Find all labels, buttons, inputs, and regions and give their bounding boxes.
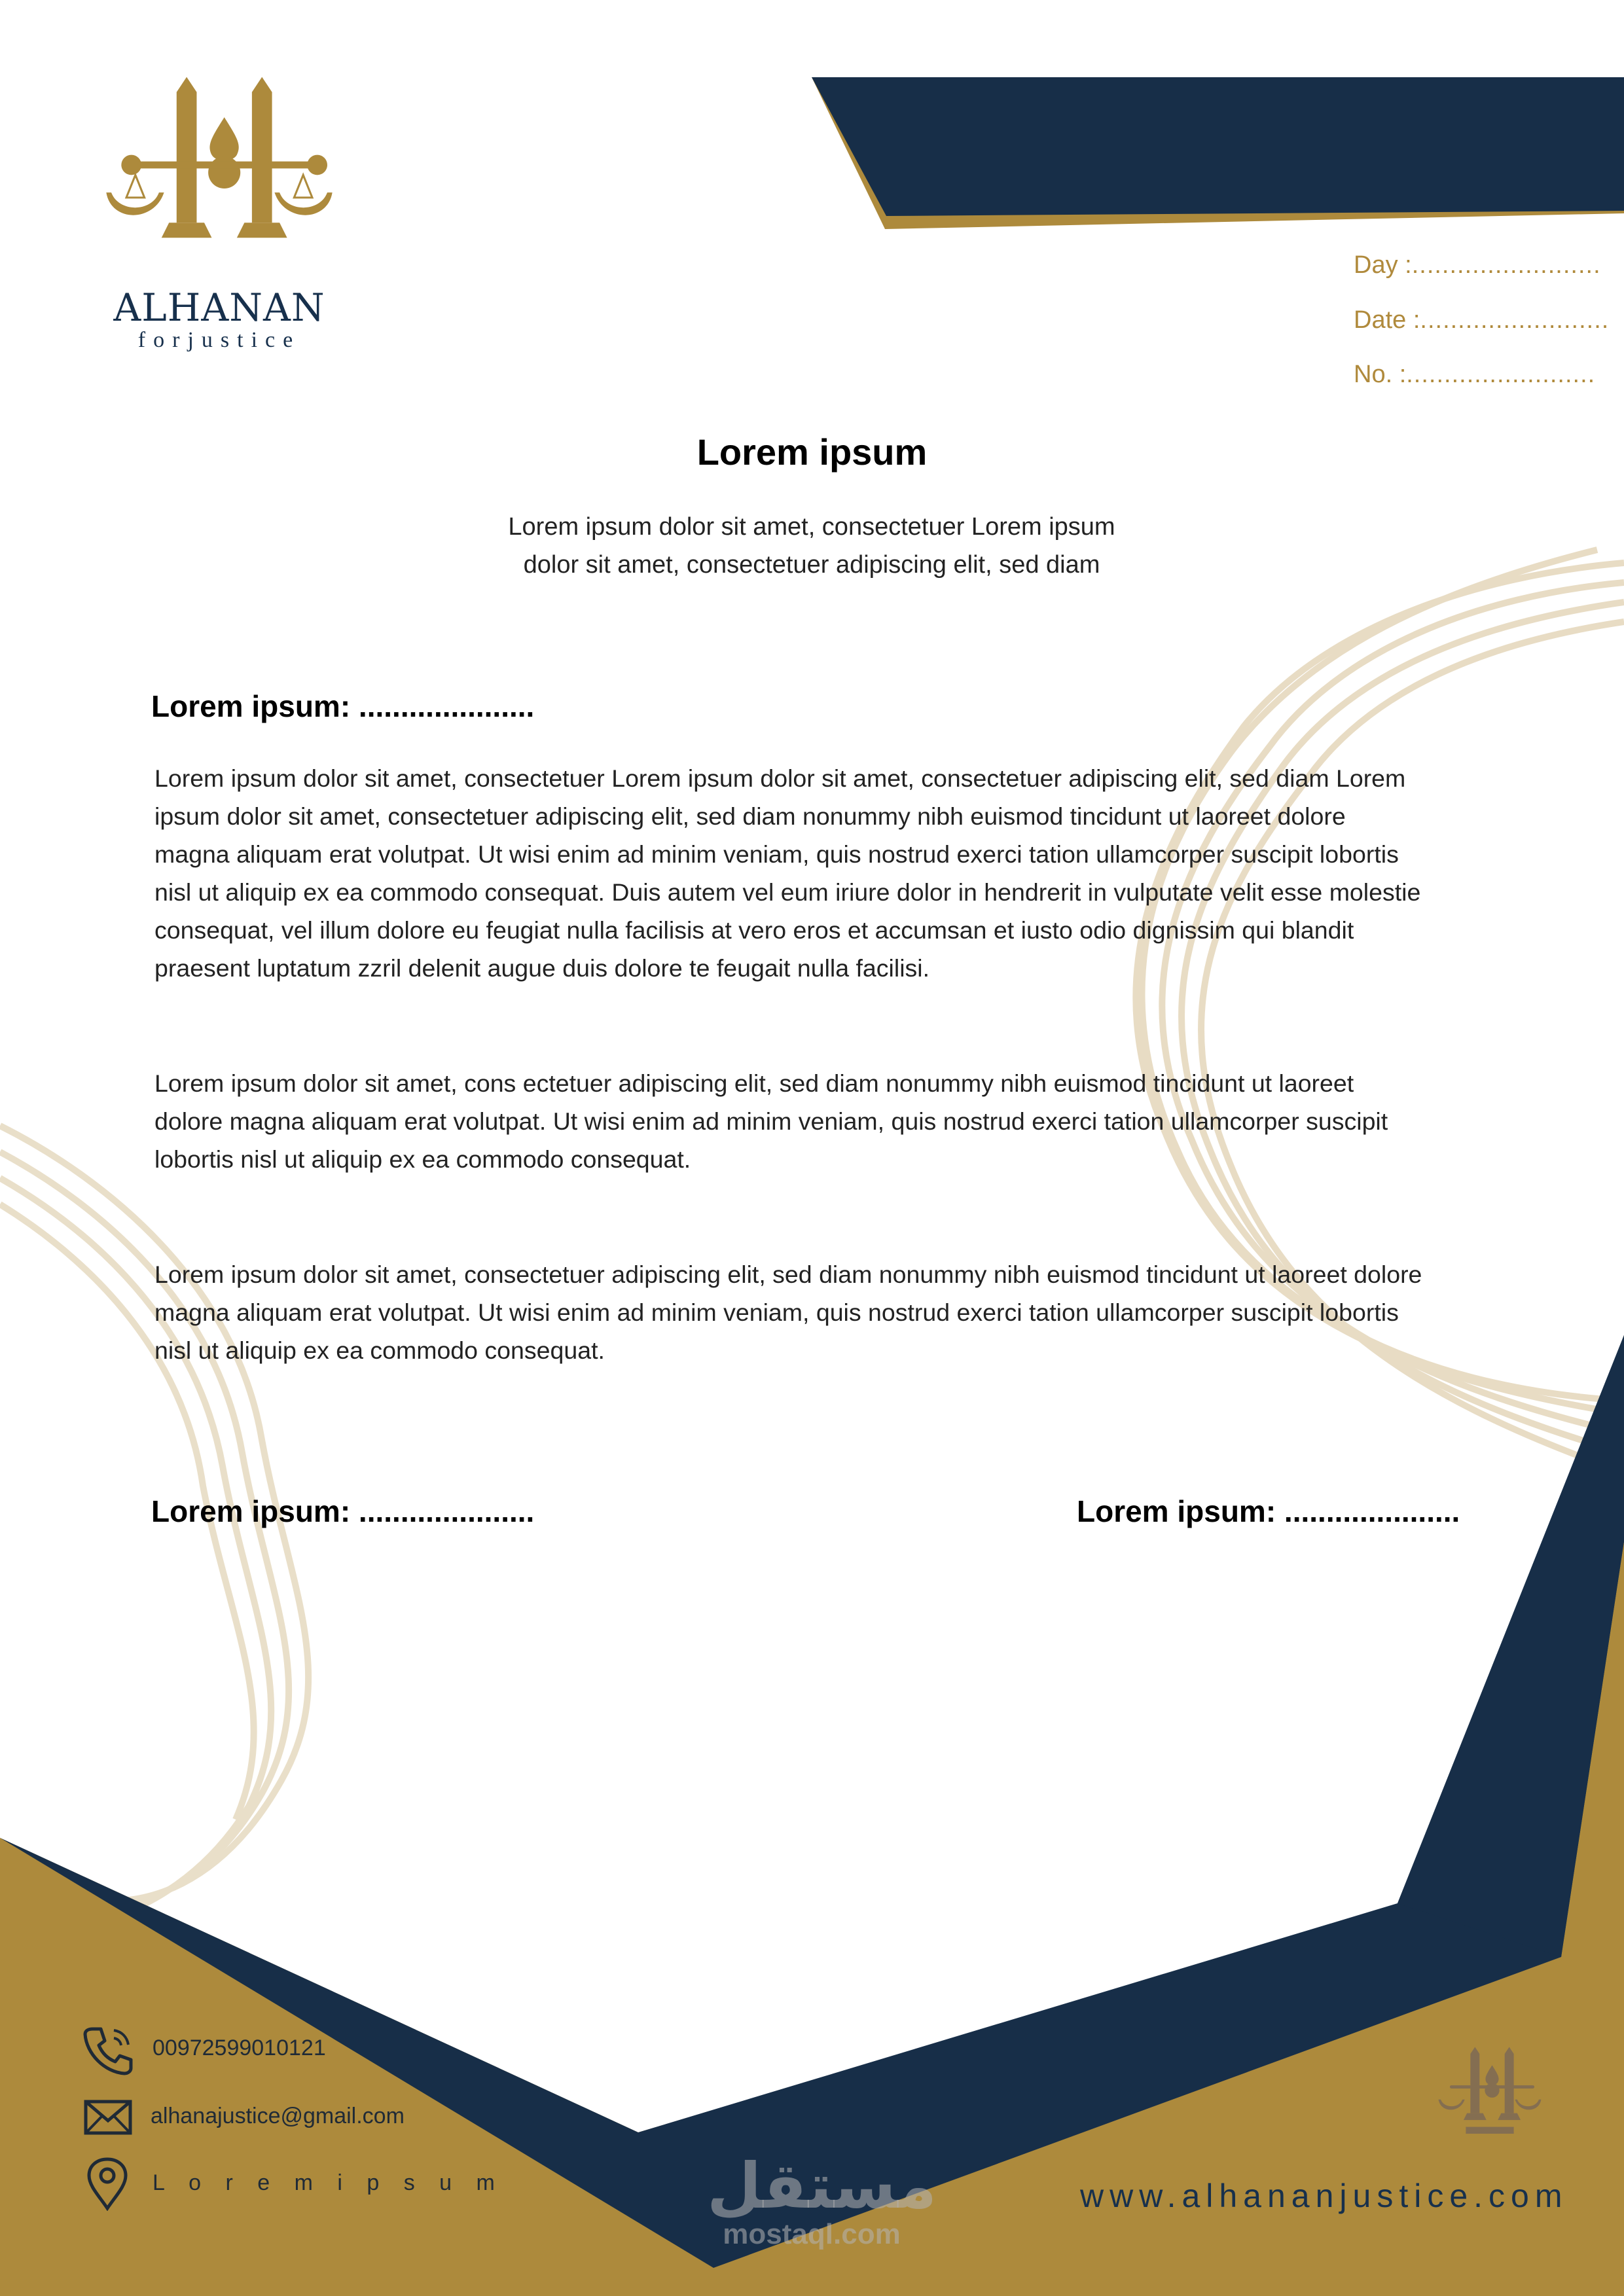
watermark-latin: mostaql.com xyxy=(723,2218,901,2250)
subtitle-line: dolor sit amet, consectetuer adipiscing elit, sed diam xyxy=(523,551,1100,579)
paragraph-line: Lorem ipsum dolor sit amet, cons ectetuer adipiscing elit, sed diam nonummy nibh euismod tincidunt ut laoreet xyxy=(154,1069,1354,1097)
body-paragraph-2 xyxy=(154,1064,1464,1178)
signature-label-right: Lorem ipsum: ..................... xyxy=(1077,1494,1460,1528)
mail-icon xyxy=(84,2100,132,2135)
field-label: Lorem ipsum: ..................... xyxy=(151,689,535,723)
phone-icon xyxy=(81,2024,134,2076)
document-title: Lorem ipsum xyxy=(696,431,928,473)
paragraph-line: magna aliquam erat volutpat. Ut wisi enim ad minim veniam, quis nostrud exerci tation ullamcorper suscipit lobortis xyxy=(154,840,1399,868)
document-subtitle xyxy=(484,508,1139,584)
date-label: Date : xyxy=(1354,306,1420,334)
location-pin-icon xyxy=(86,2157,128,2211)
header-navy-banner xyxy=(812,77,1624,216)
phone-number: 00972599010121 xyxy=(153,2036,326,2060)
number-field xyxy=(1354,361,1595,389)
address-text: L o r e m i p s u m xyxy=(153,2170,504,2195)
paragraph-line: lobortis nisl ut aliquip ex ea commodo consequat. xyxy=(154,1145,691,1173)
date-field xyxy=(1354,306,1609,334)
footer-logo-icon xyxy=(1437,2045,1542,2143)
day-label: Day : xyxy=(1354,251,1412,279)
paragraph-line: dolore magna aliquam erat volutpat. Ut wisi enim ad minim veniam, quis nostrud exerci tation ullamcorper suscipit xyxy=(154,1107,1388,1135)
email-address: alhanajustice@gmail.com xyxy=(151,2104,405,2128)
signature-label-left: Lorem ipsum: ..................... xyxy=(151,1494,535,1528)
website-url: www.alhananjustice.com xyxy=(1080,2178,1568,2214)
paragraph-line: ipsum dolor sit amet, consectetuer adipiscing elit, sed diam nonummy nibh euismod tincidunt ut laoreet dolore xyxy=(154,802,1346,830)
brand-name: ALHANAN xyxy=(113,285,325,330)
alhanan-logo xyxy=(72,72,367,288)
day-field xyxy=(1354,251,1601,279)
body-paragraph-3 xyxy=(154,1255,1464,1369)
paragraph-line: praesent luptatum zzril delenit augue duis dolore te feugait nulla facilisi. xyxy=(154,954,930,982)
subtitle-line: Lorem ipsum dolor sit amet, consectetuer Lorem ipsum xyxy=(508,513,1115,541)
date-dots: ......................... xyxy=(1420,306,1610,334)
paragraph-line: Lorem ipsum dolor sit amet, consectetuer Lorem ipsum dolor sit amet, consectetuer adipiscing elit, sed diam Lorem xyxy=(154,764,1406,792)
watermark-arabic: مستقل xyxy=(707,2149,937,2223)
number-label: No. : xyxy=(1354,361,1407,388)
number-dots: ......................... xyxy=(1406,361,1596,388)
paragraph-line: consequat, vel illum dolore eu feugiat nulla facilisis at vero eros et accumsan et iusto odio dignissim qui blandit xyxy=(154,916,1354,944)
brand-tagline: forjustice xyxy=(137,328,301,352)
paragraph-line: nisl ut aliquip ex ea commodo consequat. Duis autem vel eum iriure dolor in hendrerit in vulputate velit esse molestie xyxy=(154,878,1421,906)
mostaql-watermark xyxy=(707,2149,937,2250)
paragraph-line: magna aliquam erat volutpat. Ut wisi enim ad minim veniam, quis nostrud exerci tation ullamcorper suscipit lobortis xyxy=(154,1299,1399,1326)
day-dots: ......................... xyxy=(1411,251,1601,279)
body-paragraph-1 xyxy=(154,759,1464,987)
paragraph-line: nisl ut aliquip ex ea commodo consequat. xyxy=(154,1336,605,1364)
paragraph-line: Lorem ipsum dolor sit amet, consectetuer adipiscing elit, sed diam nonummy nibh euismod tincidunt ut laoreet dolore xyxy=(154,1261,1422,1288)
brand-block xyxy=(72,285,367,353)
